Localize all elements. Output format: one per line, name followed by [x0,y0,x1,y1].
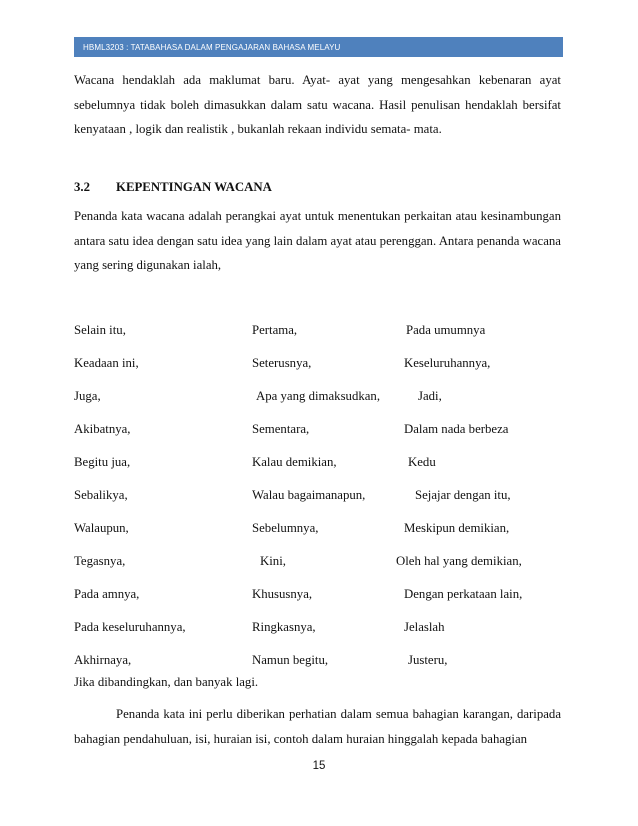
marker-term: Pada keseluruhannya, [74,620,186,634]
marker-row [74,419,564,439]
marker-row [74,518,564,538]
marker-term: Kini, [260,554,286,568]
marker-term: Justeru, [408,653,448,667]
marker-term: Keseluruhannya, [404,356,491,370]
marker-row [74,386,564,406]
marker-term: Sebalikya, [74,488,128,502]
section-paragraph: Penanda kata wacana adalah perangkai ayat untuk menentukan perkaitan atau kesinambungan antara satu idea dengan satu idea yang lain dalam ayat atau perenggan. Antara penanda wacana yang sering digunakan ialah, [74,209,561,272]
marker-term: Sebelumnya, [252,521,319,535]
marker-row [74,353,564,373]
marker-term: Juga, [74,389,101,403]
marker-term: Sejajar dengan itu, [415,488,511,502]
marker-term: Dalam nada berbeza [404,422,509,436]
marker-term: Selain itu, [74,323,126,337]
marker-row [74,452,564,472]
marker-term: Sementara, [252,422,310,436]
marker-term: Tegasnya, [74,554,126,568]
marker-term: Dengan perkataan lain, [404,587,523,601]
closing-line: Jika dibandingkan, dan banyak lagi. [74,675,259,689]
marker-term: Meskipun demikian, [404,521,510,535]
marker-row [74,650,564,670]
page-number: 15 [312,760,326,772]
marker-term: Namun begitu, [252,653,329,667]
marker-row [74,485,564,505]
final-paragraph: Penanda kata ini perlu diberikan perhatian dalam semua bahagian karangan, daripada bahagian pendahuluan, isi, huraian isi, contoh dalam huraian hinggalah kepada bahagian [74,707,561,746]
marker-term: Walau bagaimanapun, [252,488,366,502]
marker-term: Walaupun, [74,521,129,535]
marker-term: Akhirnaya, [74,653,132,667]
marker-row [74,617,564,637]
marker-term: Akibatnya, [74,422,131,436]
marker-term: Pertama, [252,323,298,337]
marker-term: Jelaslah [404,620,445,634]
marker-row [74,551,564,571]
marker-term: Apa yang dimaksudkan, [256,389,381,403]
marker-term: Jadi, [418,389,442,403]
marker-term: Pada amnya, [74,587,140,601]
header-bar [74,37,563,57]
section-heading [74,180,272,195]
marker-term: Pada umumnya [406,323,486,337]
marker-row [74,320,564,340]
marker-term: Khususnya, [252,587,313,601]
marker-row [74,584,564,604]
section-title: KEPENTINGAN WACANA [116,180,272,194]
marker-term: Ringkasnya, [252,620,316,634]
marker-term: Oleh hal yang demikian, [396,554,522,568]
intro-paragraph: Wacana hendaklah ada maklumat baru. Ayat- ayat yang mengesahkan kebenaran ayat sebelumnya tidak boleh dimasukkan dalam satu wacana. Hasil penulisan hendaklah bersifat kenyataan , logik dan realistik , bukanlah rekaan individu semata- mata. [74,73,561,136]
marker-term: Begitu jua, [74,455,131,469]
course-title: HBML3203 : TATABAHASA DALAM PENGAJARAN BAHASA MELAYU [83,42,341,52]
marker-term: Keadaan ini, [74,356,139,370]
marker-term: Seterusnya, [252,356,312,370]
marker-term: Kedu [408,455,436,469]
marker-term: Kalau demikian, [252,455,337,469]
section-number: 3.2 [74,180,90,194]
